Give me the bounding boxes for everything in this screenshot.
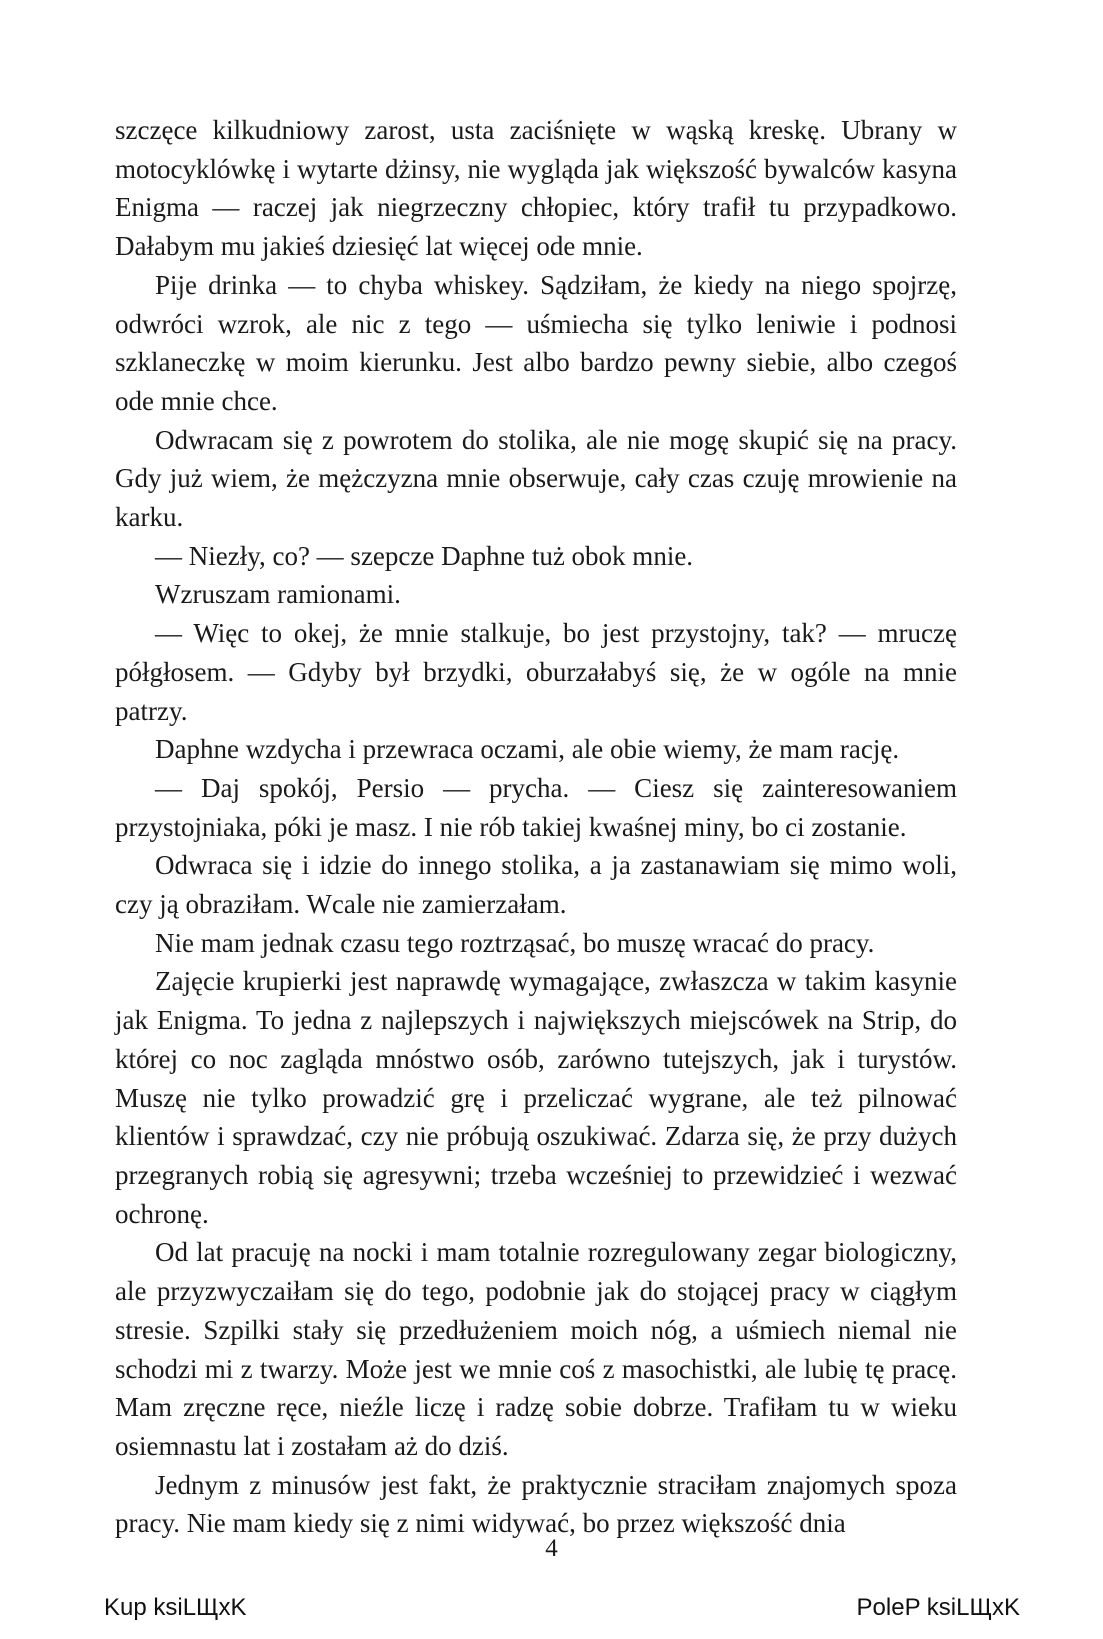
paragraph-7: Daphne wzdycha i przewraca oczami, ale obie wiemy, że mam rację. bbox=[155, 734, 900, 765]
paragraph-5: Wzruszam ramionami. bbox=[155, 579, 401, 610]
paragraph-12: Od lat pracuję na nocki i mam totalnie rozregulowany zegar biologiczny, ale przyzwyczaiłam się do tego, podobnie jak do stojącej pracy w ciągłym stresie. Szpilki stały się przedłużeniem moich nóg, a uśmiech niemal nie schodzi mi z twarzy. Może jest we mnie coś z masochistki, ale lubię tę pracę. Mam zręczne ręce, nieźle liczę i radzę sobie dobrze. Trafiłam tu w wieku osiemnastu lat i zostałam aż do dziś. bbox=[115, 1237, 957, 1461]
paragraph-8: — Daj spokój, Persio — prycha. — Ciesz się zainteresowaniem przystojniaka, póki je masz. I nie rób takiej kwaśnej miny, bo ci zostanie. bbox=[115, 772, 957, 842]
page-number: 4 bbox=[545, 1535, 558, 1562]
page-body bbox=[115, 111, 957, 1543]
paragraph-1: szczęce kilkudniowy zarost, usta zaciśnięte w wąską kreskę. Ubrany w motocyklówkę i wytarte dżinsy, nie wygląda jak większość bywalców kasyna Enigma — raczej jak niegrzeczny chłopiec, który trafił tu przypadkowo. Dałabym mu jakieś dziesięć lat więcej ode mnie. bbox=[115, 115, 957, 262]
paragraph-11: Zajęcie krupierki jest naprawdę wymagające, zwłaszcza w takim kasynie jak Enigma. To jedna z najlepszych i największych miejscówek na Strip, do której co noc zagląda mnóstwo osób, zarówno tutejszych, jak i turystów. Muszę nie tylko prowadzić grę i przeliczać wygrane, ale też pilnować klientów i sprawdzać, czy nie próbują oszukiwać. Zdarza się, że przy dużych przegranych robią się agresywni; trzeba wcześniej to przewidzieć i wezwać ochronę. bbox=[115, 966, 957, 1229]
paragraph-4: — Niezły, co? — szepcze Daphne tuż obok mnie. bbox=[155, 540, 694, 571]
paragraph-6: — Więc to okej, że mnie stalkuje, bo jest przystojny, tak? — mruczę półgłosem. — Gdyby był brzydki, oburzałabyś się, że w ogóle na mnie patrzy. bbox=[115, 618, 957, 726]
paragraph-3: Odwracam się z powrotem do stolika, ale nie mogę skupić się na pracy. Gdy już wiem, że mężczyzna mnie obserwuje, cały czas czuję mrowienie na karku. bbox=[115, 424, 957, 533]
paragraph-2: Pije drinka — to chyba whiskey. Sądziłam, że kiedy na niego spojrzę, odwróci wzrok, ale nic z tego — uśmiecha się tylko leniwie i podnosi szklaneczkę w moim kierunku. Jest albo bardzo pewny siebie, albo czegoś ode mnie chce. bbox=[115, 269, 957, 416]
paragraph-9: Odwraca się i idzie do innego stolika, a ja zastanawiam się mimo woli, czy ją obraziłam. Wcale nie zamierzałam. bbox=[115, 850, 957, 920]
paragraph-13: Jednym z minusów jest fakt, że praktycznie straciłam znajomych spoza pracy. Nie mam kiedy się z nimi widywać, bo przez większość dnia bbox=[115, 1469, 957, 1539]
recommend-book-link[interactable]: PoleP ksiLЩxK bbox=[856, 1594, 1020, 1621]
buy-book-link[interactable]: Kup ksiLЩxK bbox=[104, 1594, 247, 1621]
paragraph-10: Nie mam jednak czasu tego roztrząsać, bo muszę wracać do pracy. bbox=[155, 927, 875, 958]
